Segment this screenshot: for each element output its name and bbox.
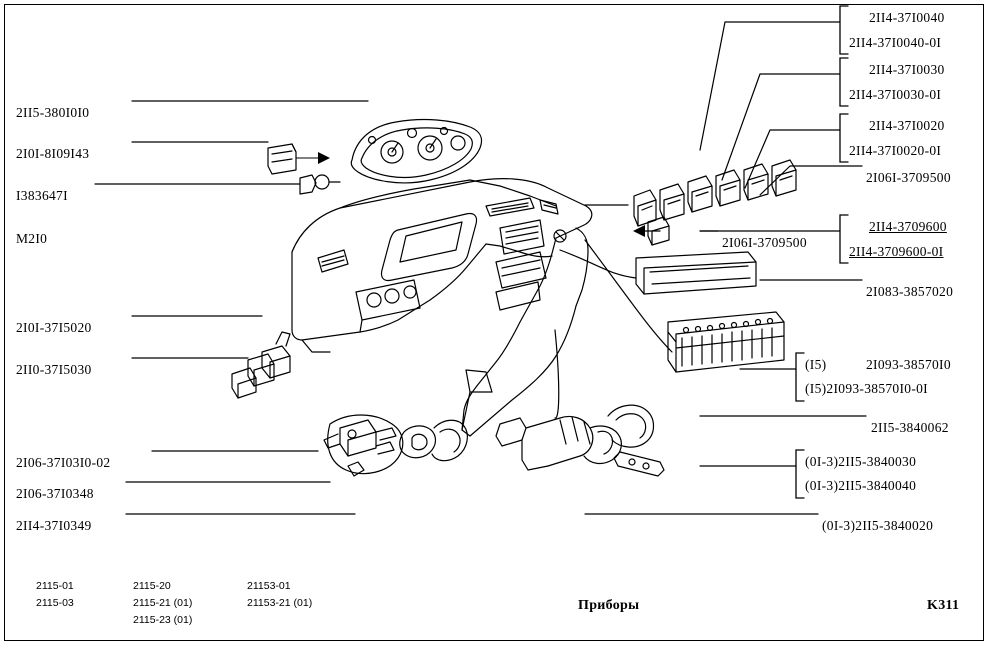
footer-model-line: 2115-21 (01): [133, 597, 193, 609]
part-label-left-6: 2I06-37I03I0-02: [16, 455, 111, 470]
part-label-right-2: 2II4-37I0030: [869, 62, 945, 77]
part-label-left-4: 2I0I-37I5020: [16, 320, 92, 335]
footer-model-col-0: [36, 578, 74, 612]
footer-model-line: 2115-23 (01): [133, 614, 193, 626]
part-label-right-10: 2I083-3857020: [866, 284, 954, 299]
part-label-left-8: 2II4-37I0349: [16, 518, 92, 533]
part-label-right-3: 2II4-37I0030-0I: [849, 87, 942, 102]
page-border: [4, 4, 984, 641]
part-label-right-11: (I5): [805, 357, 827, 372]
part-label-right-15: (0I-3)2II5-3840030: [805, 454, 917, 469]
part-label-right-6: 2I06I-3709500: [866, 170, 951, 185]
part-label-right-4: 2II4-37I0020: [869, 118, 945, 133]
part-label-left-7: 2I06-37I0348: [16, 486, 94, 501]
part-label-right-0: 2II4-37I0040: [869, 10, 945, 25]
part-label-right-14: 2II5-3840062: [871, 420, 949, 435]
part-label-left-2: I383647I: [16, 188, 68, 203]
diagram-code: K311: [927, 598, 960, 613]
part-label-right-8: 2II4-3709600-0I: [849, 244, 944, 259]
diagram-title: Приборы: [578, 598, 640, 613]
part-label-left-1: 2I0I-8I09I43: [16, 146, 90, 161]
part-label-right-17: (0I-3)2II5-3840020: [822, 518, 934, 533]
part-label-left-0: 2II5-380I0I0: [16, 105, 90, 120]
part-label-right-13: (I5)2I093-38570I0-0I: [805, 381, 928, 396]
footer-model-line: 21153-21 (01): [247, 597, 313, 609]
footer-model-line: 2115-20: [133, 580, 171, 592]
part-label-right-16: (0I-3)2II5-3840040: [805, 478, 917, 493]
footer-model-line: 21153-01: [247, 580, 291, 592]
part-label-left-3: M2I0: [16, 231, 48, 246]
part-label-right-9: 2I06I-3709500: [722, 235, 807, 250]
part-label-left-5: 2II0-37I5030: [16, 362, 92, 377]
part-label-right-1: 2II4-37I0040-0I: [849, 35, 942, 50]
part-label-right-7: 2II4-3709600: [869, 219, 947, 234]
footer-model-col-2: [247, 578, 312, 612]
footer-model-line: 2115-01: [36, 580, 74, 592]
part-label-right-12: 2I093-38570I0: [866, 357, 951, 372]
footer-model-col-1: [133, 578, 192, 629]
part-label-right-5: 2II4-37I0020-0I: [849, 143, 942, 158]
footer-model-line: 2115-03: [36, 597, 74, 609]
